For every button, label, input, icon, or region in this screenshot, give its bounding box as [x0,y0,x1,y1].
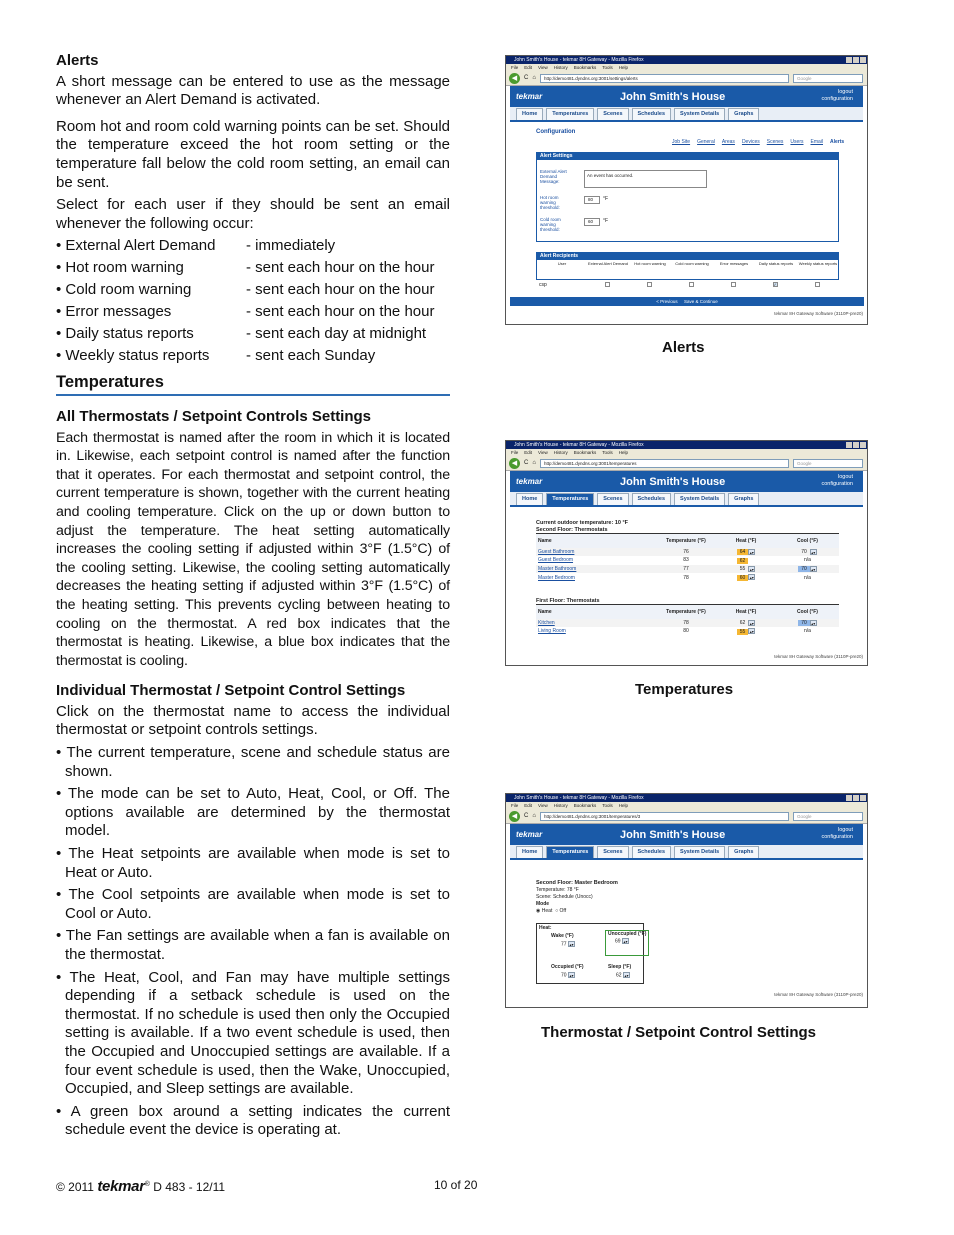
bullet-item: • The Cool setpoints are available when mode is set to Cool or Auto. [56,886,450,922]
software-footer: tekmar 8H Gateway Software (3110P-pre20) [774,311,863,316]
cool-setpoint: 70 [801,548,807,555]
logout-link[interactable]: logout [838,89,853,95]
alerts-para-2: Room hot and room cold warning points can be set. Should the temperature exceed the hot room setting or the temperature fall below the cold room setting, an email can be sent. [56,117,450,191]
temperatures-section-title: Temperatures [56,373,450,396]
tab-system-details[interactable]: System Details [674,493,725,505]
error-checkbox[interactable] [731,282,736,287]
updown-icon[interactable]: ▴▾ [624,973,629,978]
sublink-alerts[interactable]: Alerts [830,139,845,145]
sublink-devices[interactable]: Devices [741,139,760,145]
menu-file[interactable]: File [511,65,519,70]
sublink-job-site[interactable]: Job Site [672,139,691,145]
software-footer: tekmar 8H Gateway Software (3110P-pre20) [774,654,863,659]
ext-alert-label: External Alert Demand Message: [540,169,567,184]
search-input[interactable]: Google [793,459,863,468]
config-sublinks [672,139,844,145]
tab-graphs[interactable]: Graphs [728,493,759,505]
tab-schedules[interactable]: Schedules [632,846,672,858]
updown-icon[interactable]: ▴▾ [749,549,754,555]
individual-thermostat-text: Click on the thermostat name to access the individual thermostat or setpoint controls settings. [56,702,450,739]
col-hot: Hot room warning [634,261,666,266]
minimize-button[interactable] [846,57,852,63]
hot-room-checkbox[interactable] [647,282,652,287]
back-icon[interactable]: ◀ [509,73,520,84]
thermostat-link[interactable]: Master Bathroom [538,565,577,572]
registered-mark: ® [144,1181,150,1188]
bullet-item: • The mode can be set to Auto, Heat, Cool, or Off. The options available are determined by the thermostat model. [56,785,450,840]
reload-icon[interactable]: C [524,813,529,819]
menu-edit[interactable]: Edit [524,65,533,70]
bullet-item: • The Heat setpoints are available when mode is set to Heat or Auto. [56,845,450,881]
recipient-row [536,282,839,289]
menu-edit[interactable]: Edit [524,803,533,808]
unoccupied-setpoint: 69 ▴▾ [615,938,628,945]
ext-alert-checkbox[interactable] [605,282,610,287]
mode-label: Mode [536,901,550,907]
menu-view[interactable]: View [538,450,548,455]
menu-history[interactable]: History [553,803,568,808]
heat-setpoint: 55 [739,566,746,573]
alert-recipients-bar: Alert Recipients [537,253,838,260]
software-footer: tekmar 8H Gateway Software (3110P-pre20) [774,992,863,997]
alerts-heading: Alerts [56,52,99,69]
thermostat-table [536,533,839,582]
bullet-item: • The current temperature, scene and schedule status are shown. [56,744,450,780]
all-thermostats-heading: All Thermostats / Setpoint Controls Settings [56,407,372,425]
menu-tools[interactable]: Tools [602,65,613,70]
cool-setpoint: n/a [804,574,811,581]
table-header: Name Temperature (°F) Heat (°F) Cool (°F) [536,605,839,619]
logout-link[interactable]: logout [838,827,853,833]
table-row: Kitchen 78 62 ▴▾ 70 ▴▾ [536,619,839,628]
occupied-label: Occupied (°F) [551,964,584,970]
house-title: John Smith's House [620,828,726,841]
menu-bar [506,802,867,809]
menu-bookmarks[interactable]: Bookmarks [573,65,597,70]
cool-setpoint: n/a [804,628,811,635]
reload-icon[interactable]: C [524,75,529,81]
scene-status: Scene: Schedule (Unocc) [536,894,593,900]
col-daily: Daily status reports [758,261,794,266]
alerts-para-1: A short message can be entered to use as the message whenever an Alert Demand is activated. [56,72,450,109]
mode-off-label: Off [559,908,567,914]
tab-scenes[interactable]: Scenes [597,108,628,120]
hot-unit: °F [603,196,609,202]
mode-heat-label: Heat [541,908,553,914]
menu-edit[interactable]: Edit [524,450,533,455]
heat-setpoint: 60 [737,575,749,581]
alerts-screenshot [505,55,868,325]
tab-scenes[interactable]: Scenes [597,493,628,505]
nav-bar [506,71,867,86]
thermostat-table [536,604,839,636]
table-row: Guest Bathroom 76 64 ▴▾ 70 ▴▾ [536,548,839,557]
cold-room-input[interactable]: 60 [584,218,600,226]
close-button[interactable] [860,57,866,63]
bottom-action-bar [510,297,864,306]
left-column [56,52,450,1144]
minimize-button[interactable] [846,795,852,801]
unoccupied-box-current [605,930,649,956]
close-button[interactable] [860,795,866,801]
alerts-para-3: Select for each user if they should be sent an email whenever the following occur: [56,196,450,232]
caption-temperatures: Temperatures [635,681,734,698]
wake-setpoint: 77 ▴▾ [561,941,574,948]
cold-room-checkbox[interactable] [689,282,694,287]
document-number: D 483 - 12/11 [153,1180,226,1194]
menu-file[interactable]: File [511,803,519,808]
menu-bar [506,64,867,71]
tab-graphs[interactable]: Graphs [728,108,759,120]
tab-schedules[interactable]: Schedules [632,493,672,505]
updown-icon[interactable]: ▴▾ [569,973,574,978]
col-cold: Cold room warning [675,261,709,266]
thermostat-bullets [56,744,450,1140]
menu-view[interactable]: View [538,803,548,808]
sleep-label: Sleep (°F) [608,964,632,970]
bullet-item: • A green box around a setting indicates the current schedule event the device is operating at. [56,1102,450,1139]
config-title: Configuration [536,129,576,135]
ext-alert-message-input[interactable]: An event has occurred. [584,170,707,188]
tab-home[interactable]: Home [516,846,543,858]
alert-item-value: - sent each day at midnight [246,324,427,342]
table-row: Guest Bedroom 83 62 n/a [536,556,839,565]
heat-setpoint: 62 [739,619,746,626]
cool-setpoint: n/a [804,557,811,564]
window-titlebar: John Smith's House - tekmar 8H Gateway - Mozilla Firefox [506,794,867,802]
home-icon[interactable]: ⌂ [532,813,536,819]
tab-bar [510,107,863,122]
alert-item-value: - sent each Sunday [246,346,376,364]
alert-item-label: • Daily status reports [56,324,194,342]
tab-graphs[interactable]: Graphs [728,846,759,858]
alert-item-value: - immediately [246,237,336,255]
alert-item-value: - sent each hour on the hour [246,303,435,321]
col-ext: External Alert Demand [587,261,629,266]
sublink-email[interactable]: Email [810,139,823,145]
heat-label: Heat: [539,925,552,931]
col-user: User [557,261,567,266]
menu-view[interactable]: View [538,65,548,70]
hot-room-input[interactable]: 80 [584,196,600,204]
table-row: Living Room 80 55 ▴▾ n/a [536,627,839,636]
tab-bar [510,845,863,860]
tab-temperatures[interactable]: Temperatures [546,493,594,505]
daily-checkbox-checked[interactable]: ✓ [773,282,777,287]
tab-temperatures[interactable]: Temperatures [546,846,594,858]
cool-setpoint: 70 [798,620,810,626]
heat-setpoint: 64 [737,549,749,555]
mode-options [536,908,618,915]
menu-history[interactable]: History [553,450,568,455]
tab-bar [510,492,863,507]
individual-thermostat-heading: Individual Thermostat / Setpoint Control Settings [56,682,406,700]
floor-title: Second Floor: Thermostats [536,527,608,533]
thermostat-title: Second Floor: Master Bedroom [536,880,618,886]
site-header [510,824,863,845]
menu-bar [506,449,867,456]
page-footer [56,1178,225,1195]
home-icon[interactable]: ⌂ [532,460,536,466]
address-bar[interactable]: http://demo481.dyndns.org:3001/settings/alerts [540,74,789,83]
first-floor-block [536,598,839,636]
tab-home[interactable]: Home [516,108,543,120]
save-continue-button[interactable]: Save & Continue [683,299,718,304]
thermostat-link[interactable]: Guest Bathroom [538,548,575,555]
window-titlebar: John Smith's House - tekmar 8H Gateway - Mozilla Firefox [506,441,867,449]
menu-tools[interactable]: Tools [602,450,613,455]
sublink-general[interactable]: General [697,139,715,145]
updown-icon[interactable]: ▴▾ [749,566,754,572]
minimize-button[interactable] [846,442,852,448]
thermostat-screenshot [505,793,868,1008]
cold-unit: °F [603,218,609,224]
sublink-scenes[interactable]: Scenes [766,139,784,145]
window-titlebar: John Smith's House - tekmar 8H Gateway - Mozilla Firefox [506,56,867,64]
col-weekly: Weekly status reports [798,261,838,266]
bullet-item: • The Fan settings are available when a fan is available on the thermostat. [56,927,450,964]
caption-alerts: Alerts [662,339,705,356]
tab-schedules[interactable]: Schedules [632,108,672,120]
alert-item-value: - sent each hour on the hour [246,281,435,299]
tekmar-logo: tekmar [516,92,543,101]
radio-heat-selected-icon[interactable]: ◉ [536,908,541,914]
nav-bar [506,456,867,471]
copyright: © 2011 [56,1180,94,1194]
thermostat-link[interactable]: Kitchen [538,619,555,626]
search-input[interactable]: Google [793,812,863,821]
tab-system-details[interactable]: System Details [674,846,725,858]
menu-help[interactable]: Help [618,450,629,455]
alert-settings-panel [536,152,839,242]
site-header [510,471,863,492]
thermostat-link[interactable]: Master Bedroom [538,574,575,581]
alert-settings-bar: Alert Settings [537,153,838,160]
table-row: Master Bathroom 77 55 ▴▾ 70 ▴▾ [536,565,839,574]
tab-scenes[interactable]: Scenes [597,846,628,858]
alert-item-label: • External Alert Demand [56,237,216,255]
home-icon[interactable]: ⌂ [532,75,536,81]
previous-button[interactable]: < Previous [656,299,678,304]
recipient-user: csp [539,282,547,288]
current-temperature: Temperature: 78 °F [536,887,579,893]
sublink-areas[interactable]: Areas [721,139,735,145]
heat-setpoint: 55 [737,629,749,635]
updown-icon[interactable]: ▴▾ [749,575,754,581]
updown-icon[interactable]: ▴▾ [749,620,754,626]
reload-icon[interactable]: C [524,460,529,466]
occupied-setpoint: 70 ▴▾ [561,972,574,979]
heat-setpoints-box [536,923,647,984]
updown-icon[interactable]: ▴▾ [811,620,816,626]
tekmar-logo: tekmar [516,830,543,839]
recipients-columns [537,260,838,267]
menu-file[interactable]: File [511,450,519,455]
cold-room-label: Cold room warning threshold: [540,217,561,232]
menu-help[interactable]: Help [618,803,629,808]
menu-tools[interactable]: Tools [602,803,613,808]
table-row: Master Bedroom 78 60 ▴▾ n/a [536,573,839,582]
close-button[interactable] [860,442,866,448]
sleep-setpoint: 62 ▴▾ [616,972,629,979]
configuration-link[interactable]: configuration [821,834,853,840]
col-error: Error messages [719,261,749,266]
logout-link[interactable]: logout [838,474,853,480]
all-thermostats-text: Each thermostat is named after the room in which it is located in. Likewise, each setpoint control is named after the function that it operates. For each thermostat and setpoint control, the current temperature is shown, together with the current heating and cooling temperature. Click on the up or down button to adjust the temperature. The heat setting automatically increases the cooling setting if adjusted within 3°F (1.5°C) of the cooling setting. Likewise, the cooling setting automatically decreases the heating setting if adjusted within 3°F (1.5°C) of the heating setting. This prevents cycling between heating to cooling on the thermostat. A red box indicates that the thermostat is heating. Likewise, a blue box indicates that the thermostat is cooling. [56,429,450,669]
back-icon[interactable]: ◀ [509,458,520,469]
maximize-button[interactable] [853,57,859,63]
second-floor-block [536,527,839,582]
configuration-link[interactable]: configuration [821,481,853,487]
updown-icon[interactable]: ▴▾ [811,549,816,555]
updown-icon[interactable]: ▴▾ [749,629,754,635]
tab-temperatures[interactable]: Temperatures [546,108,594,120]
heat-setpoint: 62 [737,558,749,564]
sublink-users[interactable]: Users [790,139,804,145]
alert-item-label: • Cold room warning [56,281,192,299]
outdoor-temperature: Current outdoor temperature: 10 °F [536,520,629,526]
menu-history[interactable]: History [553,65,568,70]
updown-icon[interactable]: ▴▾ [811,566,816,572]
unoccupied-label: Unoccupied (°F) [608,931,647,937]
tekmar-brand-logo: tekmar [97,1178,145,1195]
alert-item-value: - sent each hour on the hour [246,259,435,277]
bullet-item: • The Heat, Cool, and Fan may have multiple settings depending if a setback schedule is used on the thermostat. If no schedule is used then only the Occupied setting is available. If a two event schedule is used, then the Occupied and Unoccupied settings are available. If a four event schedule is used, then the Wake, Unoccupied, Occupied, and Sleep settings are available. [56,968,450,1098]
configuration-link[interactable]: configuration [821,96,853,102]
tekmar-logo: tekmar [516,477,543,486]
search-input[interactable]: Google [793,74,863,83]
address-bar[interactable]: http://demo481.dyndns.org:3001/temperatures [540,459,789,468]
hot-room-label: Hot room warning threshold: [540,195,560,210]
weekly-checkbox[interactable] [815,282,820,287]
updown-icon[interactable]: ▴▾ [623,939,628,944]
alert-item-label: • Error messages [56,303,172,321]
menu-bookmarks[interactable]: Bookmarks [573,803,597,808]
radio-off-icon[interactable]: ○ [555,908,559,914]
thermostat-link[interactable]: Guest Bedroom [538,557,574,564]
temperatures-screenshot [505,440,868,666]
thermostat-info [536,880,618,915]
address-bar[interactable]: http://demo481.dyndns.org:3001/temperatures/3 [540,812,789,821]
nav-bar [506,809,867,824]
tab-home[interactable]: Home [516,493,543,505]
page-number: 10 of 20 [434,1178,478,1192]
alert-recipients-panel [536,252,839,280]
maximize-button[interactable] [853,795,859,801]
site-header [510,86,863,107]
maximize-button[interactable] [853,442,859,448]
alert-item-label: • Weekly status reports [56,346,210,364]
menu-bookmarks[interactable]: Bookmarks [573,450,597,455]
updown-icon[interactable]: ▴▾ [569,942,574,947]
cool-setpoint: 70 [798,566,810,572]
alert-item-label: • Hot room warning [56,259,184,277]
house-title: John Smith's House [620,475,726,488]
table-header: Name Temperature (°F) Heat (°F) Cool (°F) [536,534,839,548]
house-title: John Smith's House [620,90,726,103]
caption-thermostat: Thermostat / Setpoint Control Settings [541,1024,817,1041]
menu-help[interactable]: Help [618,65,629,70]
wake-label: Wake (°F) [551,933,574,939]
floor-title: First Floor: Thermostats [536,598,600,604]
back-icon[interactable]: ◀ [509,811,520,822]
alerts-list [56,237,450,365]
thermostat-link[interactable]: Living Room [538,628,566,635]
tab-system-details[interactable]: System Details [674,108,725,120]
